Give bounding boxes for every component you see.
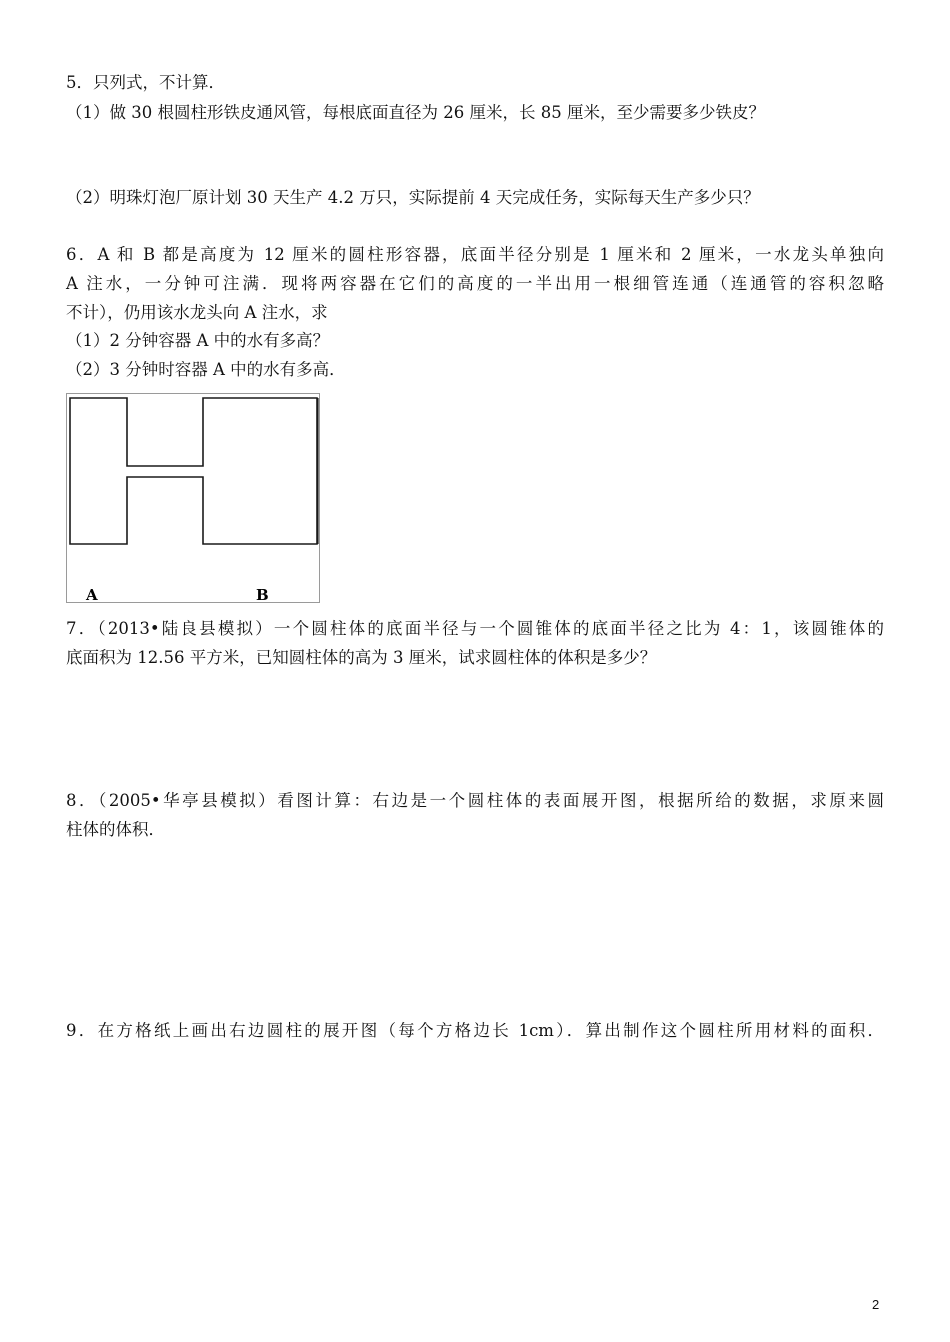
connected-containers-figure [66,393,322,609]
q9-line-1: 9．在方格纸上画出右边圆柱的展开图（每个方格边长 1cm）．算出制作这个圆柱所用材料的面积． [66,1021,884,1040]
q6-line-3: 不计），仍用该水龙头向 A 注水，求 [66,303,328,322]
q5-part-1: （1）做 30 根圆柱形铁皮通风管，每根底面直径为 26 厘米，长 85 厘米，至少需要多少铁皮？ [66,103,765,122]
figure-frame [67,394,320,603]
q6-line-1: 6．A 和 B 都是高度为 12 厘米的圆柱形容器，底面半径分别是 1 厘米和 2 厘米，一水龙头单独向 [66,245,884,264]
q6-line-2: A 注水，一分钟可注满．现将两容器在它们的高度的一半出用一根细管连通（连通管的容积忽略 [66,274,884,293]
q5-heading: 5．只列式，不计算． [66,73,225,92]
label-b: B [256,586,269,604]
q8-line-2: 柱体的体积． [66,820,165,839]
q7-line-2: 底面积为 12.56 平方米，已知圆柱体的高为 3 厘米，试求圆柱体的体积是多少？ [66,648,657,667]
q5-part-2: （2）明珠灯泡厂原计划 30 天生产 4.2 万只，实际提前 4 天完成任务，实际每天生产多少只？ [66,188,760,207]
containers-diagram [66,393,322,605]
q6-part-2: （2）3 分钟时容器 A 中的水有多高． [66,360,346,379]
label-a: A [86,586,98,604]
q6-part-1: （1）2 分钟容器 A 中的水有多高？ [66,331,330,350]
q7-line-1: 7．（2013•陆良县模拟）一个圆柱体的底面半径与一个圆锥体的底面半径之比为 4：1，该圆锥体的 [66,619,884,638]
q8-line-1: 8．（2005•华亭县模拟）看图计算：右边是一个圆柱体的表面展开图，根据所给的数据，求原来圆 [66,791,884,810]
page-number: 2 [872,1297,880,1312]
